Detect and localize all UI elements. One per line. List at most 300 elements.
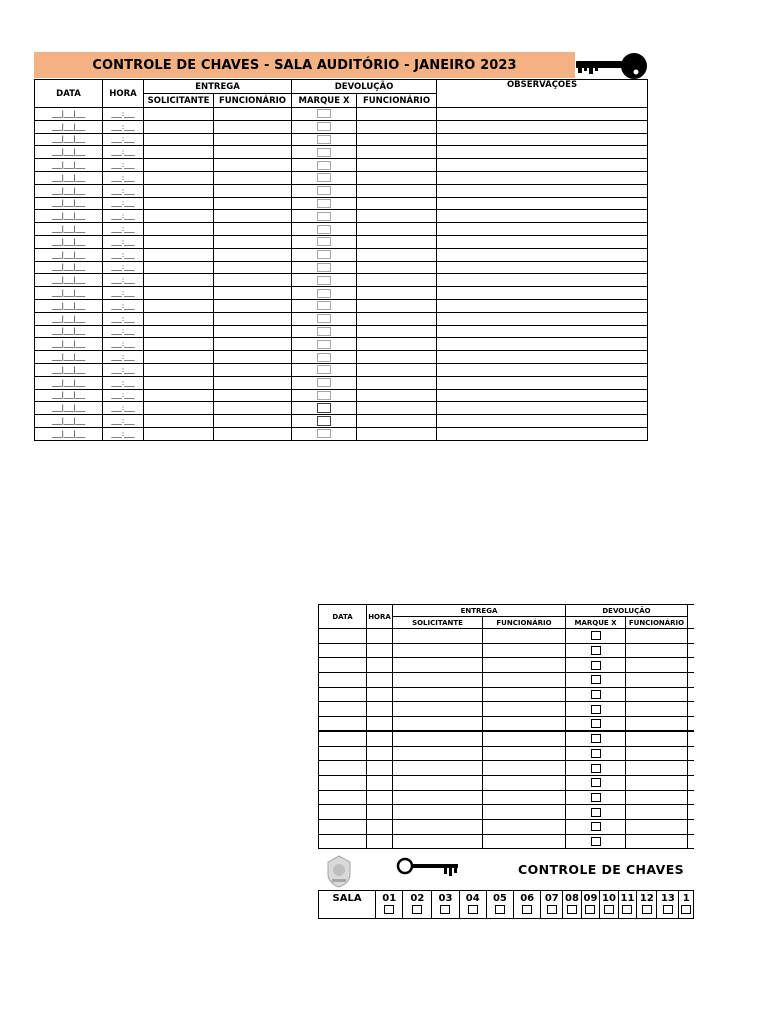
funcionario-entrega-cell[interactable]: [214, 325, 292, 338]
funcionario-devolucao-cell[interactable]: [357, 338, 437, 351]
date-cell: ___|___|___: [35, 197, 103, 210]
solicitante-cell[interactable]: [144, 261, 214, 274]
funcionario-entrega-cell[interactable]: [214, 312, 292, 325]
checkbox-icon[interactable]: [317, 403, 331, 413]
header-entrega: ENTREGA: [144, 80, 292, 94]
checkbox-icon[interactable]: [317, 148, 331, 157]
checkbox-icon[interactable]: [317, 378, 331, 387]
time-cell: ___:___: [103, 223, 144, 236]
funcionario-devolucao-cell[interactable]: [357, 363, 437, 376]
funcionario-devolucao-cell[interactable]: [357, 299, 437, 312]
checkbox-icon[interactable]: [317, 237, 331, 246]
solicitante-cell[interactable]: [144, 235, 214, 248]
funcionario-entrega-cell[interactable]: [214, 338, 292, 351]
funcionario-devolucao-cell[interactable]: [626, 731, 688, 746]
funcionario-devolucao-cell[interactable]: [357, 389, 437, 402]
observacoes-cell[interactable]: [437, 338, 648, 351]
time-cell[interactable]: [367, 761, 393, 776]
funcionario-devolucao-cell[interactable]: [357, 287, 437, 300]
observacoes-cell[interactable]: [437, 351, 648, 364]
observacoes-cell[interactable]: [437, 197, 648, 210]
funcionario-devolucao-cell[interactable]: [626, 673, 688, 688]
checkbox-icon[interactable]: [317, 263, 331, 272]
solicitante-cell[interactable]: [144, 184, 214, 197]
register-row: [35, 223, 648, 236]
funcionario-entrega-cell[interactable]: [483, 702, 566, 717]
funcionario-devolucao-cell[interactable]: [626, 643, 688, 658]
observacoes-cell[interactable]: [437, 210, 648, 223]
funcionario-entrega-cell[interactable]: [483, 790, 566, 805]
time-cell: ___:___: [103, 171, 144, 184]
solicitante-cell[interactable]: [144, 197, 214, 210]
solicitante-cell[interactable]: [144, 223, 214, 236]
solicitante-cell[interactable]: [144, 427, 214, 440]
solicitante-cell[interactable]: [144, 133, 214, 146]
sheet-title: CONTROLE DE CHAVES - SALA AUDITÓRIO - JANEIRO 2023: [92, 57, 517, 73]
solicitante-cell[interactable]: [393, 761, 483, 776]
solicitante-cell[interactable]: [393, 673, 483, 688]
funcionario-devolucao-cell[interactable]: [357, 146, 437, 159]
checkbox-icon[interactable]: [317, 276, 331, 285]
funcionario-devolucao-cell[interactable]: [357, 210, 437, 223]
marque-x-cell: [566, 775, 626, 790]
time-cell[interactable]: [367, 819, 393, 834]
checkbox-icon[interactable]: [591, 734, 601, 743]
funcionario-devolucao-cell[interactable]: [357, 133, 437, 146]
register-row: [35, 197, 648, 210]
checkbox-icon[interactable]: [317, 186, 331, 195]
solicitante-cell[interactable]: [144, 248, 214, 261]
sala-number: 09: [583, 893, 598, 904]
date-cell: ___|___|___: [35, 338, 103, 351]
checkbox-icon[interactable]: [591, 793, 601, 802]
time-cell[interactable]: [367, 629, 393, 644]
checkbox-icon[interactable]: [591, 749, 601, 758]
solicitante-cell[interactable]: [144, 402, 214, 415]
checkbox-icon[interactable]: [591, 778, 601, 787]
register-row: [319, 761, 695, 776]
funcionario-devolucao-cell[interactable]: [357, 120, 437, 133]
date-cell: ___|___|___: [35, 325, 103, 338]
funcionario-devolucao-cell[interactable]: [626, 702, 688, 717]
sala-number: 08: [565, 893, 579, 904]
checkbox-icon[interactable]: [591, 705, 601, 714]
marque-x-cell: [566, 629, 626, 644]
seal-icon: [324, 854, 354, 888]
time-cell: ___:___: [103, 338, 144, 351]
sala-cell: [459, 891, 486, 919]
sala-cell: [541, 891, 563, 919]
checkbox-icon[interactable]: [681, 905, 691, 914]
register-row: [319, 775, 695, 790]
date-cell[interactable]: [319, 687, 367, 702]
checkbox-icon[interactable]: [317, 327, 331, 336]
funcionario-entrega-cell[interactable]: [214, 415, 292, 428]
cut-cell: [688, 790, 695, 805]
solicitante-cell[interactable]: [393, 819, 483, 834]
funcionario-entrega-cell[interactable]: [483, 629, 566, 644]
observacoes-cell[interactable]: [437, 287, 648, 300]
observacoes-cell[interactable]: [437, 402, 648, 415]
solicitante-cell[interactable]: [393, 805, 483, 820]
solicitante-cell[interactable]: [393, 658, 483, 673]
funcionario-entrega-cell[interactable]: [214, 261, 292, 274]
checkbox-icon[interactable]: [317, 122, 331, 131]
funcionario-entrega-cell[interactable]: [214, 287, 292, 300]
observacoes-cell[interactable]: [437, 363, 648, 376]
checkbox-icon[interactable]: [317, 161, 331, 170]
solicitante-cell[interactable]: [393, 643, 483, 658]
funcionario-entrega-cell[interactable]: [214, 159, 292, 172]
date-cell: ___|___|___: [35, 248, 103, 261]
checkbox-icon[interactable]: [591, 808, 601, 817]
funcionario-entrega-cell[interactable]: [483, 687, 566, 702]
sala-number: 1: [682, 893, 690, 904]
marque-x-cell: [292, 261, 357, 274]
observacoes-cell[interactable]: [437, 299, 648, 312]
header-devolucao: DEVOLUÇÃO: [292, 80, 437, 94]
solicitante-cell[interactable]: [393, 731, 483, 746]
solicitante-cell[interactable]: [393, 746, 483, 761]
checkbox-icon[interactable]: [317, 353, 331, 362]
solicitante-cell[interactable]: [393, 702, 483, 717]
time-cell: ___:___: [103, 261, 144, 274]
observacoes-cell[interactable]: [437, 248, 648, 261]
observacoes-cell[interactable]: [437, 108, 648, 121]
funcionario-devolucao-cell[interactable]: [357, 427, 437, 440]
checkbox-icon[interactable]: [495, 905, 505, 914]
funcionario-entrega-cell[interactable]: [214, 363, 292, 376]
date-cell: ___|___|___: [35, 223, 103, 236]
observacoes-cell[interactable]: [437, 389, 648, 402]
time-cell: ___:___: [103, 197, 144, 210]
checkbox-icon[interactable]: [585, 905, 595, 914]
time-cell[interactable]: [367, 658, 393, 673]
checkbox-icon[interactable]: [317, 250, 331, 259]
funcionario-devolucao-cell[interactable]: [626, 687, 688, 702]
funcionario-devolucao-cell[interactable]: [357, 415, 437, 428]
time-cell[interactable]: [367, 717, 393, 732]
observacoes-cell[interactable]: [437, 427, 648, 440]
cut-cell: [688, 643, 695, 658]
time-cell[interactable]: [367, 790, 393, 805]
sala-number: 05: [492, 893, 507, 904]
observacoes-cell[interactable]: [437, 261, 648, 274]
time-cell: ___:___: [103, 389, 144, 402]
checkbox-icon[interactable]: [622, 905, 632, 914]
date-cell[interactable]: [319, 643, 367, 658]
checkbox-icon[interactable]: [604, 905, 614, 914]
date-cell: ___|___|___: [35, 210, 103, 223]
observacoes-cell[interactable]: [437, 223, 648, 236]
funcionario-devolucao-cell[interactable]: [357, 108, 437, 121]
funcionario-entrega-cell[interactable]: [483, 658, 566, 673]
funcionario-devolucao-cell[interactable]: [626, 790, 688, 805]
solicitante-cell[interactable]: [144, 338, 214, 351]
sala-cell: [618, 891, 636, 919]
date-cell[interactable]: [319, 731, 367, 746]
checkbox-icon[interactable]: [440, 905, 450, 914]
checkbox-icon[interactable]: [522, 905, 532, 914]
funcionario-entrega-cell[interactable]: [214, 351, 292, 364]
funcionario-devolucao-cell[interactable]: [626, 805, 688, 820]
header-marque-x: MARQUE X: [292, 94, 357, 108]
checkbox-icon[interactable]: [317, 365, 331, 374]
date-cell[interactable]: [319, 658, 367, 673]
date-cell[interactable]: [319, 673, 367, 688]
solicitante-cell[interactable]: [144, 159, 214, 172]
funcionario-entrega-cell[interactable]: [214, 197, 292, 210]
register-row: [35, 261, 648, 274]
solicitante-cell[interactable]: [144, 210, 214, 223]
time-cell[interactable]: [367, 673, 393, 688]
solicitante-cell[interactable]: [144, 363, 214, 376]
solicitante-cell[interactable]: [393, 687, 483, 702]
solicitante-cell[interactable]: [393, 717, 483, 732]
date-cell: ___|___|___: [35, 363, 103, 376]
solicitante-cell[interactable]: [393, 834, 483, 849]
marque-x-cell: [566, 643, 626, 658]
date-cell[interactable]: [319, 775, 367, 790]
checkbox-icon[interactable]: [547, 905, 557, 914]
solicitante-cell[interactable]: [144, 287, 214, 300]
date-cell: ___|___|___: [35, 146, 103, 159]
funcionario-entrega-cell[interactable]: [214, 376, 292, 389]
register-body: [35, 108, 648, 441]
checkbox-icon[interactable]: [591, 675, 601, 684]
key-control-sheet-2: [318, 604, 694, 924]
observacoes-cell[interactable]: [437, 235, 648, 248]
funcionario-entrega-cell[interactable]: [214, 389, 292, 402]
time-cell: ___:___: [103, 376, 144, 389]
funcionario-entrega-cell[interactable]: [214, 299, 292, 312]
register-row: [35, 171, 648, 184]
marque-x-cell: [566, 673, 626, 688]
observacoes-cell[interactable]: [437, 325, 648, 338]
solicitante-cell[interactable]: [144, 312, 214, 325]
checkbox-icon[interactable]: [591, 764, 601, 773]
time-cell: ___:___: [103, 274, 144, 287]
funcionario-devolucao-cell[interactable]: [357, 159, 437, 172]
time-cell[interactable]: [367, 643, 393, 658]
checkbox-icon[interactable]: [317, 135, 331, 144]
funcionario-entrega-cell[interactable]: [214, 223, 292, 236]
checkbox-icon[interactable]: [317, 301, 331, 310]
header-funcionario-devolucao: FUNCIONÁRIO: [357, 94, 437, 108]
funcionario-devolucao-cell[interactable]: [626, 761, 688, 776]
solicitante-cell[interactable]: [393, 629, 483, 644]
register-row: [35, 299, 648, 312]
register-row: [319, 805, 695, 820]
checkbox-icon[interactable]: [591, 837, 601, 846]
register-row: [319, 673, 695, 688]
date-cell[interactable]: [319, 761, 367, 776]
observacoes-cell[interactable]: [437, 184, 648, 197]
time-cell[interactable]: [367, 805, 393, 820]
cut-cell: [688, 629, 695, 644]
observacoes-cell[interactable]: [437, 376, 648, 389]
observacoes-cell[interactable]: [437, 120, 648, 133]
date-cell[interactable]: [319, 629, 367, 644]
funcionario-devolucao-cell[interactable]: [357, 248, 437, 261]
time-cell[interactable]: [367, 775, 393, 790]
solicitante-cell[interactable]: [393, 775, 483, 790]
checkbox-icon[interactable]: [317, 314, 331, 323]
cut-cell: [688, 702, 695, 717]
header-devolucao-2: DEVOLUÇÃO: [566, 605, 688, 617]
solicitante-cell[interactable]: [144, 108, 214, 121]
solicitante-cell[interactable]: [144, 325, 214, 338]
funcionario-entrega-cell[interactable]: [214, 235, 292, 248]
checkbox-icon[interactable]: [591, 661, 601, 670]
sheet-title-bar: [34, 52, 575, 78]
solicitante-cell[interactable]: [144, 120, 214, 133]
checkbox-icon[interactable]: [317, 289, 331, 298]
solicitante-cell[interactable]: [393, 790, 483, 805]
funcionario-entrega-cell[interactable]: [214, 427, 292, 440]
funcionario-entrega-cell[interactable]: [483, 834, 566, 849]
funcionario-entrega-cell[interactable]: [214, 171, 292, 184]
marque-x-cell: [292, 133, 357, 146]
funcionario-entrega-cell[interactable]: [214, 210, 292, 223]
date-cell[interactable]: [319, 717, 367, 732]
funcionario-entrega-cell[interactable]: [483, 761, 566, 776]
solicitante-cell[interactable]: [144, 146, 214, 159]
funcionario-entrega-cell[interactable]: [214, 248, 292, 261]
funcionario-entrega-cell[interactable]: [483, 775, 566, 790]
funcionario-devolucao-cell[interactable]: [357, 402, 437, 415]
time-cell[interactable]: [367, 746, 393, 761]
key-icon: [576, 52, 650, 80]
date-cell[interactable]: [319, 819, 367, 834]
marque-x-cell: [292, 287, 357, 300]
checkbox-icon[interactable]: [317, 225, 331, 234]
observacoes-cell[interactable]: [437, 312, 648, 325]
funcionario-entrega-cell[interactable]: [214, 120, 292, 133]
funcionario-devolucao-cell[interactable]: [626, 746, 688, 761]
funcionario-entrega-cell[interactable]: [483, 805, 566, 820]
marque-x-cell: [566, 790, 626, 805]
funcionario-devolucao-cell[interactable]: [357, 235, 437, 248]
funcionario-entrega-cell[interactable]: [214, 108, 292, 121]
time-cell[interactable]: [367, 702, 393, 717]
funcionario-entrega-cell[interactable]: [483, 731, 566, 746]
checkbox-icon[interactable]: [317, 173, 331, 182]
funcionario-devolucao-cell[interactable]: [357, 171, 437, 184]
funcionario-entrega-cell[interactable]: [483, 673, 566, 688]
marque-x-cell: [292, 299, 357, 312]
checkbox-icon[interactable]: [591, 631, 601, 640]
observacoes-cell[interactable]: [437, 415, 648, 428]
date-cell[interactable]: [319, 834, 367, 849]
funcionario-entrega-cell[interactable]: [483, 819, 566, 834]
cut-cell: [688, 673, 695, 688]
solicitante-cell[interactable]: [144, 274, 214, 287]
time-cell: ___:___: [103, 210, 144, 223]
solicitante-cell[interactable]: [144, 415, 214, 428]
funcionario-devolucao-cell[interactable]: [357, 223, 437, 236]
funcionario-devolucao-cell[interactable]: [357, 351, 437, 364]
time-cell[interactable]: [367, 687, 393, 702]
checkbox-icon[interactable]: [317, 416, 331, 426]
cut-cell: [688, 746, 695, 761]
checkbox-icon[interactable]: [412, 905, 422, 914]
checkbox-icon[interactable]: [663, 905, 673, 914]
checkbox-icon[interactable]: [567, 905, 577, 914]
register-row: [319, 687, 695, 702]
funcionario-entrega-cell[interactable]: [483, 643, 566, 658]
observacoes-cell[interactable]: [437, 146, 648, 159]
marque-x-cell: [292, 146, 357, 159]
checkbox-icon[interactable]: [384, 905, 394, 914]
date-cell[interactable]: [319, 702, 367, 717]
date-cell[interactable]: [319, 805, 367, 820]
funcionario-devolucao-cell[interactable]: [626, 629, 688, 644]
checkbox-icon[interactable]: [591, 719, 601, 728]
checkbox-icon[interactable]: [468, 905, 478, 914]
funcionario-devolucao-cell[interactable]: [357, 325, 437, 338]
checkbox-icon[interactable]: [317, 391, 331, 400]
solicitante-cell[interactable]: [144, 389, 214, 402]
funcionario-devolucao-cell[interactable]: [357, 184, 437, 197]
funcionario-entrega-cell[interactable]: [214, 402, 292, 415]
checkbox-icon[interactable]: [317, 199, 331, 208]
funcionario-devolucao-cell[interactable]: [357, 274, 437, 287]
observacoes-cell[interactable]: [437, 159, 648, 172]
marque-x-cell: [292, 248, 357, 261]
funcionario-devolucao-cell[interactable]: [626, 775, 688, 790]
sheet-2-footer: [318, 852, 694, 890]
sala-label-cell: [319, 891, 376, 919]
checkbox-icon[interactable]: [317, 109, 331, 118]
time-cell[interactable]: [367, 834, 393, 849]
solicitante-cell[interactable]: [144, 171, 214, 184]
checkbox-icon[interactable]: [642, 905, 652, 914]
observacoes-cell[interactable]: [437, 133, 648, 146]
observacoes-cell[interactable]: [437, 274, 648, 287]
checkbox-icon[interactable]: [317, 212, 331, 221]
marque-x-cell: [292, 171, 357, 184]
checkbox-icon[interactable]: [317, 340, 331, 349]
funcionario-devolucao-cell[interactable]: [357, 197, 437, 210]
funcionario-entrega-cell[interactable]: [214, 274, 292, 287]
date-cell[interactable]: [319, 790, 367, 805]
solicitante-cell[interactable]: [144, 299, 214, 312]
funcionario-devolucao-cell[interactable]: [626, 834, 688, 849]
checkbox-icon[interactable]: [591, 646, 601, 655]
funcionario-entrega-cell[interactable]: [483, 746, 566, 761]
solicitante-cell[interactable]: [144, 351, 214, 364]
funcionario-entrega-cell[interactable]: [214, 133, 292, 146]
funcionario-devolucao-cell[interactable]: [626, 658, 688, 673]
funcionario-entrega-cell[interactable]: [214, 146, 292, 159]
funcionario-devolucao-cell[interactable]: [357, 261, 437, 274]
checkbox-icon[interactable]: [591, 822, 601, 831]
funcionario-devolucao-cell[interactable]: [357, 376, 437, 389]
solicitante-cell[interactable]: [144, 376, 214, 389]
cut-cell: [688, 658, 695, 673]
date-cell[interactable]: [319, 746, 367, 761]
checkbox-icon[interactable]: [317, 429, 331, 438]
funcionario-entrega-cell[interactable]: [483, 717, 566, 732]
funcionario-devolucao-cell[interactable]: [626, 717, 688, 732]
funcionario-devolucao-cell[interactable]: [357, 312, 437, 325]
funcionario-entrega-cell[interactable]: [214, 184, 292, 197]
checkbox-icon[interactable]: [591, 690, 601, 699]
time-cell[interactable]: [367, 731, 393, 746]
funcionario-devolucao-cell[interactable]: [626, 819, 688, 834]
observacoes-cell[interactable]: [437, 171, 648, 184]
